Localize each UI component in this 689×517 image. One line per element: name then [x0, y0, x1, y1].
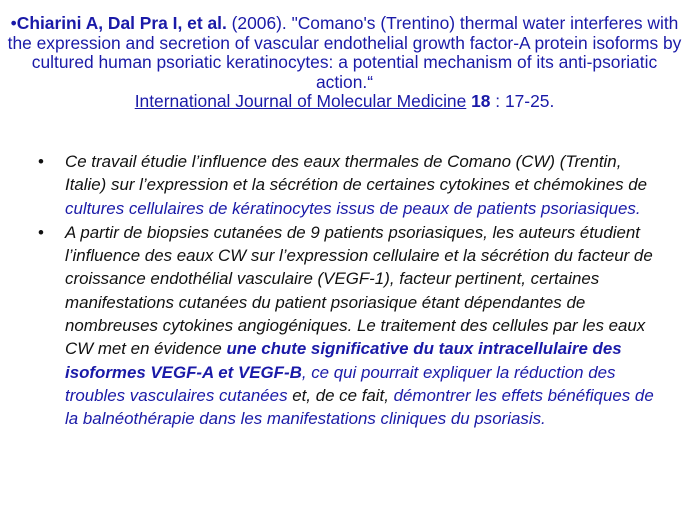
citation-bullet: • [10, 13, 17, 33]
bullet-marker: • [38, 222, 44, 242]
bullet-text: et, de ce fait, [292, 385, 394, 405]
bullet-text-highlight: démontrer les effets bénéfiques de la balnéothérapie dans les manifestations cliniques du psoriasis. [65, 385, 654, 429]
citation-volume: 18 [471, 91, 491, 111]
summary-bullet-list [38, 150, 658, 432]
bullet-item [38, 150, 658, 220]
bullet-text-highlight: , ce qui pourrait expliquer la réduction des troubles vasculaires cutanées [65, 362, 616, 405]
citation-reference [6, 14, 683, 112]
bullet-text-highlight: cultures cellulaires de kératinocytes issus de peaux de patients psoriasiques. [65, 198, 641, 218]
citation-authors: Chiarini A, Dal Pra I, et al. [16, 13, 227, 33]
citation-year: (2006). [226, 13, 292, 33]
citation-journal: International Journal of Molecular Medicine [134, 91, 467, 111]
citation-title: "Comano's (Trentino) thermal water interferes with the expression and secretion of vascular endothelial growth factor-A protein isoforms by cultured human psoriatic keratinocytes: a potential mechanism of its anti-psoriatic action.“ [7, 13, 682, 92]
bullet-item [38, 221, 658, 431]
bullet-text-emphasis: une chute significative du taux intracellulaire des isoformes VEGF-A et VEGF-B [65, 339, 622, 382]
citation-pages: : 17-25. [490, 91, 555, 111]
bullet-text: Ce travail étudie l’influence des eaux thermales de Comano (CW) (Trentin, Italie) sur l’expression et la sécrétion de certaines cytokines et chémokines de [65, 152, 648, 195]
bullet-marker: • [38, 152, 44, 171]
bullet-text: A partir de biopsies cutanées de 9 patients psoriasiques, les auteurs étudient l’influence des eaux CW sur l’expression cellulaire et la sécrétion du facteur de croissance endothélial vasculaire (VEGF-1), facteur pertinent, certaines manifestations cutanées du patient psoriasique étant dépendantes de nombreuses cytokines angiogéniques. Le traitement des cellules par les eaux CW met en évidence [65, 222, 653, 359]
